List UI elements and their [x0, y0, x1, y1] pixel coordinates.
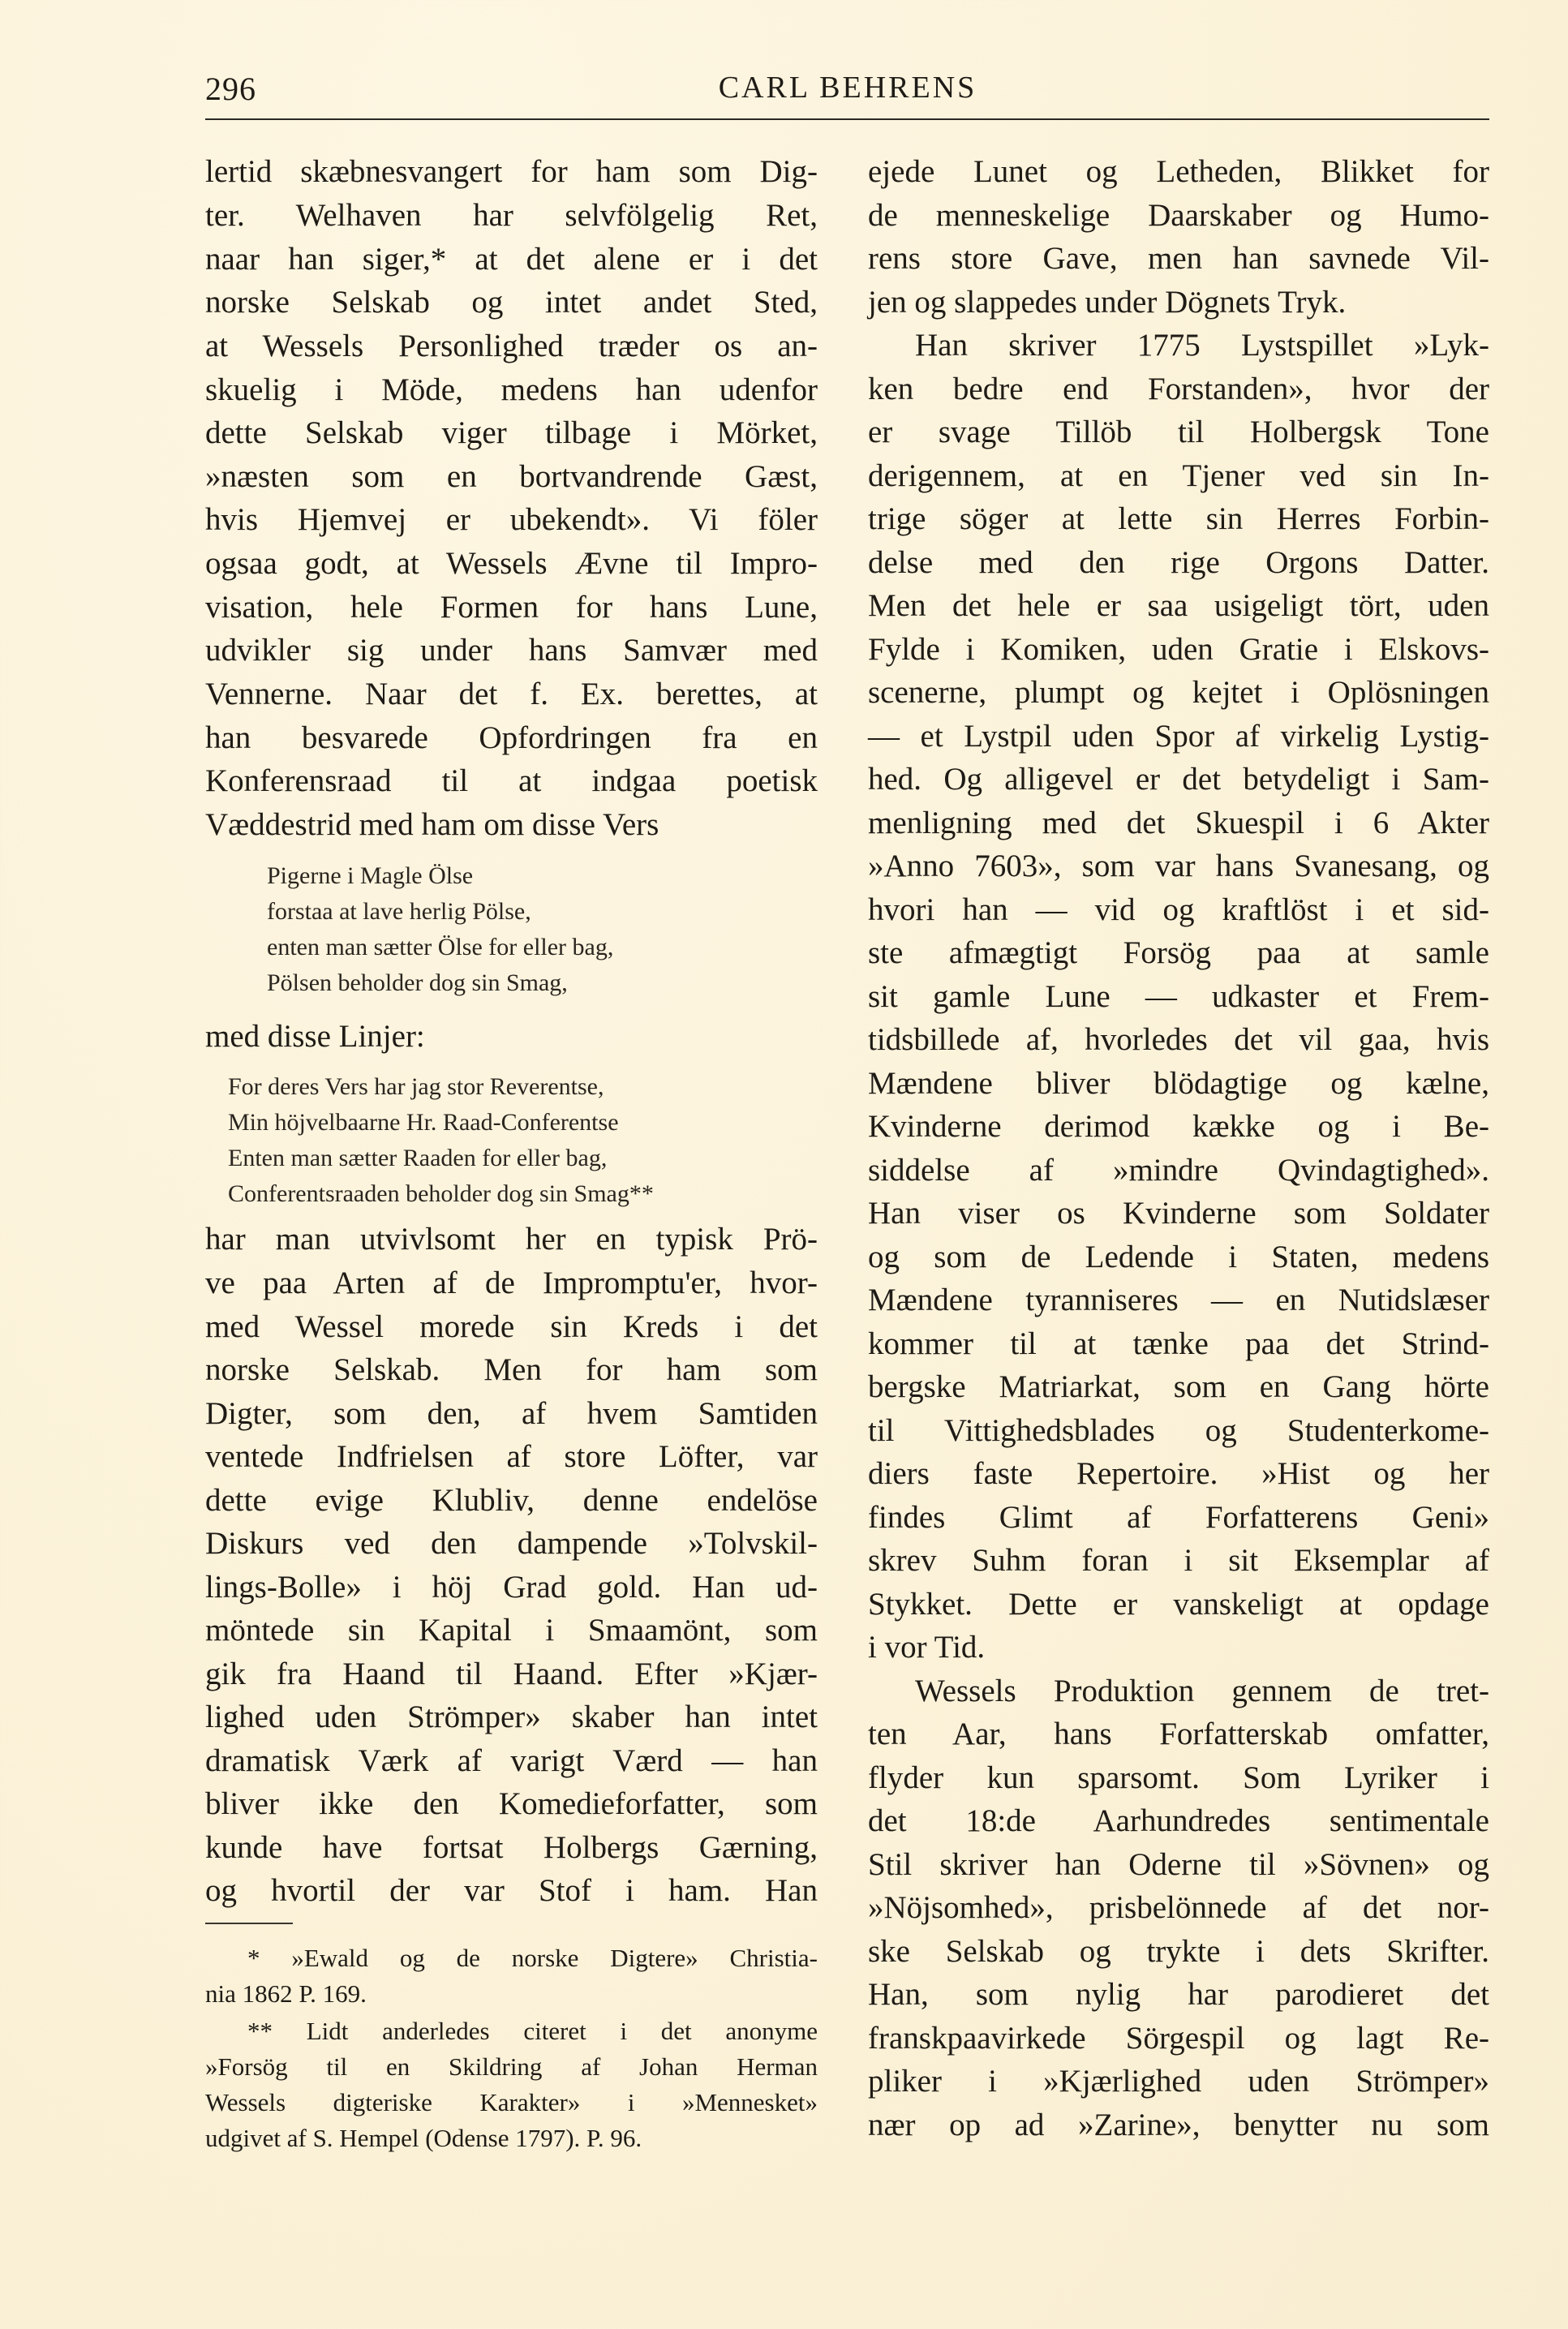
text-line: ken bedre end Forstanden», hvor der	[868, 372, 1489, 406]
verse-line: Min höjvelbaarne Hr. Raad-Conferentse	[228, 1109, 619, 1136]
text-line: ter. Welhaven har selvfölgelig Ret,	[205, 198, 818, 233]
text-line: dramatisk Værk af varigt Værd — han	[205, 1743, 818, 1778]
text-line: Mændene tyranniseres — en Nutidslæser	[868, 1283, 1489, 1317]
text-line: menligning med det Skuespil i 6 Akter	[868, 806, 1489, 840]
text-line: ejede Lunet og Letheden, Blikket for	[868, 154, 1489, 189]
text-line: lings-Bolle» i höj Grad gold. Han ud-	[205, 1570, 818, 1605]
text-line: nær op ad »Zarine», benytter nu som	[868, 2108, 1489, 2142]
text-line: kommer til at tænke paa det Strind-	[868, 1326, 1489, 1361]
footnote-line: udgivet af S. Hempel (Odense 1797). P. 96.	[205, 2124, 642, 2152]
text-line: naar han siger,* at det alene er i det	[205, 242, 818, 277]
text-line: sit gamle Lune — udkaster et Frem-	[868, 979, 1489, 1014]
text-line: skrev Suhm foran i sit Eksemplar af	[868, 1543, 1489, 1578]
text-line: hed. Og alligevel er det betydeligt i Sam-	[868, 762, 1489, 797]
text-line: Stil skriver han Oderne til »Sövnen» og	[868, 1847, 1489, 1882]
text-line: hvis Hjemvej er ubekendt». Vi föler	[205, 502, 818, 537]
text-line: i vor Tid.	[868, 1630, 986, 1665]
text-line: rens store Gave, men han savnede Vil-	[868, 241, 1489, 276]
text-line: har man utvivlsomt her en typisk Prö-	[205, 1222, 818, 1257]
footnote-2	[205, 2013, 818, 2049]
footnote-line: Wessels digteriske Karakter» i »Mennesket»	[205, 2088, 818, 2116]
text-line: derigennem, at en Tjener ved sin In-	[868, 458, 1489, 493]
text-line: »Nöjsomhed», prisbelönnede af det nor-	[868, 1890, 1489, 1925]
text-line: udvikler sig under hans Samvær med	[205, 633, 818, 668]
footnote-rule	[205, 1923, 293, 1924]
footnote-line: * »Ewald og de norske Digtere» Christia-	[247, 1944, 818, 1972]
footnote-1	[205, 1940, 818, 1976]
verse-line: enten man sætter Ölse for eller bag,	[267, 934, 614, 960]
running-header-title: CARL BEHRENS	[718, 71, 977, 105]
text-line: visation, hele Formen for hans Lune,	[205, 590, 818, 625]
text-line: Kvinderne derimod kække og i Be-	[868, 1109, 1489, 1144]
text-line: hvori han — vid og kraftlöst i et sid-	[868, 892, 1489, 927]
text-line: til Vittighedsblades og Studenterkome-	[868, 1413, 1489, 1448]
text-line: »Anno 7603», som var hans Svanesang, og	[868, 849, 1489, 883]
text-line: Konferensraad til at indgaa poetisk	[205, 763, 818, 798]
text-line: dette evige Klubliv, denne endelöse	[205, 1483, 818, 1518]
text-line: pliker i »Kjærlighed uden Strömper»	[868, 2064, 1489, 2099]
text-line: gik fra Haand til Haand. Efter »Kjær-	[205, 1657, 818, 1691]
text-line: »næsten som en bortvandrende Gæst,	[205, 459, 818, 494]
text-line: det 18:de Aarhundredes sentimentale	[868, 1803, 1489, 1838]
text-line: skuelig i Möde, medens han udenfor	[205, 372, 818, 407]
text-line: scenerne, plumpt og kejtet i Oplösningen	[868, 675, 1489, 710]
text-line: dette Selskab viger tilbage i Mörket,	[205, 415, 818, 450]
text-line: Diskurs ved den dampende »Tolvskil-	[205, 1526, 818, 1561]
text-line: de menneskelige Daarskaber og Humo-	[868, 198, 1489, 233]
verse-line: Pölsen beholder dog sin Smag,	[267, 969, 568, 996]
text-line: og som de Ledende i Staten, medens	[868, 1240, 1489, 1274]
text-line: ve paa Arten af de Impromptu'er, hvor-	[205, 1265, 818, 1300]
text-line: norske Selskab. Men for ham som	[205, 1352, 818, 1387]
text-line: ventede Indfrielsen af store Löfter, var	[205, 1439, 818, 1474]
text-line: franskpaavirkede Sörgespil og lagt Re-	[868, 2021, 1489, 2056]
page-number: 296	[205, 71, 256, 107]
text-line: siddelse af »mindre Qvindagtighed».	[868, 1153, 1489, 1188]
text-line: — et Lystpil uden Spor af virkelig Lystig-	[868, 719, 1489, 754]
footnote-line: ** Lidt anderledes citeret i det anonyme	[247, 2017, 818, 2045]
header-rule	[205, 118, 1489, 120]
text-line: Væddestrid med ham om disse Vers	[205, 807, 659, 842]
text-line: tidsbillede af, hvorledes det vil gaa, hvis	[868, 1022, 1489, 1057]
text-line: ske Selskab og trykte i dets Skrifter.	[868, 1934, 1489, 1969]
verse-line: Enten man sætter Raaden for eller bag,	[228, 1145, 608, 1171]
verse-line: Conferentsraaden beholder dog sin Smag**	[228, 1180, 654, 1207]
text-line: norske Selskab og intet andet Sted,	[205, 285, 818, 320]
text-line: bliver ikke den Komedieforfatter, som	[205, 1786, 818, 1821]
text-line: bergske Matriarkat, som en Gang hörte	[868, 1369, 1489, 1404]
text-line: Han viser os Kvinderne som Soldater	[868, 1196, 1489, 1231]
text-line: Vennerne. Naar det f. Ex. berettes, at	[205, 677, 818, 711]
text-line: flyder kun sparsomt. Som Lyriker i	[868, 1760, 1489, 1795]
text-line: Han, som nylig har parodieret det	[868, 1977, 1489, 2012]
text-line: er svage Tillöb til Holbergsk Tone	[868, 415, 1489, 449]
text-line: med disse Linjer:	[205, 1019, 425, 1054]
verse-line: forstaa at lave herlig Pölse,	[267, 898, 531, 925]
paragraph-start-line: Wessels Produktion gennem de tret-	[915, 1674, 1489, 1708]
footnote-line: nia 1862 P. 169.	[205, 1979, 367, 2008]
text-line: ogsaa godt, at Wessels Ævne til Impro-	[205, 546, 818, 581]
text-line: ste afmægtigt Forsög paa at samle	[868, 935, 1489, 970]
verse-line: For deres Vers har jag stor Reverentse,	[228, 1073, 604, 1100]
text-line: at Wessels Personlighed træder os an-	[205, 329, 818, 363]
text-line: trige söger at lette sin Herres Forbin-	[868, 501, 1489, 536]
paragraph-start-line: Han skriver 1775 Lystspillet »Lyk-	[915, 328, 1489, 363]
text-line: Mændene bliver blödagtige og kælne,	[868, 1066, 1489, 1101]
text-line: lertid skæbnesvangert for ham som Dig-	[205, 154, 818, 189]
text-line: kunde have fortsat Holbergs Gærning,	[205, 1830, 818, 1865]
text-line: ten Aar, hans Forfatterskab omfatter,	[868, 1717, 1489, 1751]
text-line: findes Glimt af Forfatterens Geni»	[868, 1500, 1489, 1535]
text-line: med Wessel morede sin Kreds i det	[205, 1309, 818, 1344]
text-line: Stykket. Dette er vanskeligt at opdage	[868, 1587, 1489, 1622]
text-line: Fylde i Komiken, uden Gratie i Elskovs-	[868, 632, 1489, 667]
text-line: delse med den rige Orgons Datter.	[868, 545, 1489, 580]
text-line: han besvarede Opfordringen fra en	[205, 720, 818, 755]
text-line: diers faste Repertoire. »Hist og her	[868, 1456, 1489, 1491]
text-line: og hvortil der var Stof i ham. Han	[205, 1873, 818, 1908]
text-line: lighed uden Strömper» skaber han intet	[205, 1699, 818, 1734]
text-line: möntede sin Kapital i Smaamönt, som	[205, 1613, 818, 1648]
footnote-line: »Forsög til en Skildring af Johan Herman	[205, 2052, 818, 2081]
text-line: jen og slappedes under Dögnets Tryk.	[868, 285, 1347, 320]
text-line: Men det hele er saa usigeligt tört, uden	[868, 588, 1489, 623]
verse-line: Pigerne i Magle Ölse	[267, 862, 474, 889]
text-line: Digter, som den, af hvem Samtiden	[205, 1396, 818, 1431]
